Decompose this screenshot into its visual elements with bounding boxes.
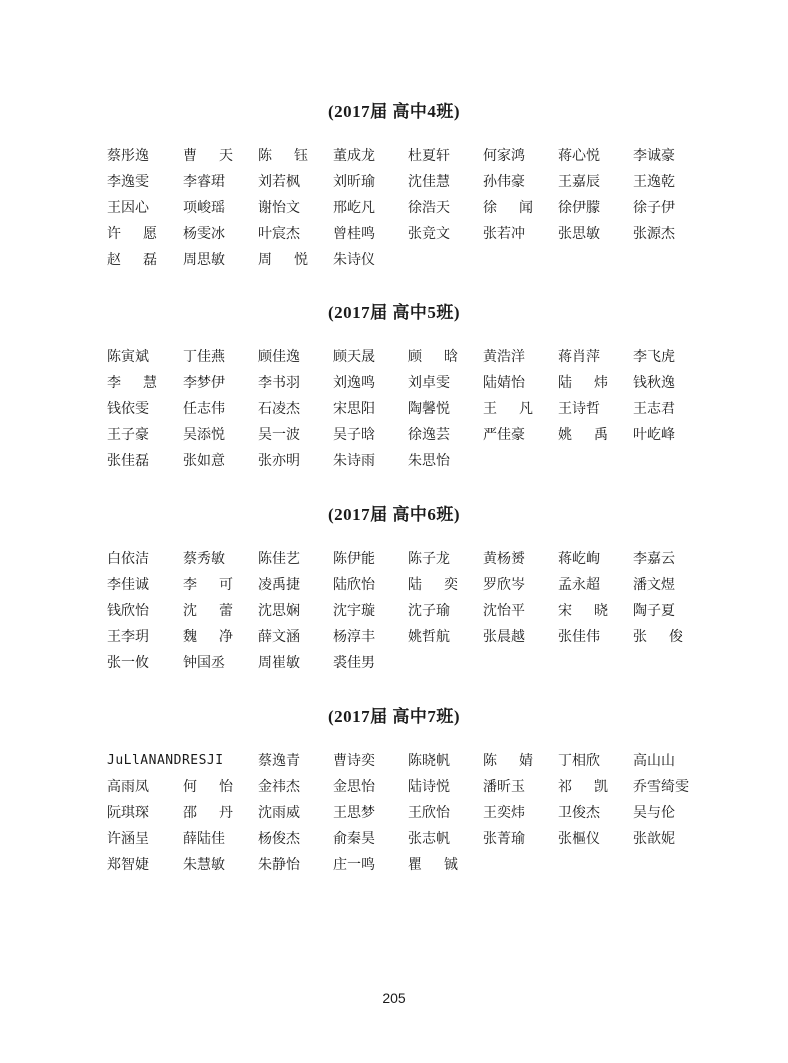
student-name: 刘逸鸣 bbox=[333, 375, 375, 391]
student-name: 陆婧怡 bbox=[483, 375, 525, 391]
name-row bbox=[0, 399, 788, 423]
class-title: (2017届 高中6班) bbox=[327, 505, 461, 524]
student-name: 王思梦 bbox=[333, 805, 375, 821]
student-name: JuLlANANDRESJI bbox=[107, 753, 224, 768]
name-row bbox=[0, 347, 788, 371]
student-name: 张亦明 bbox=[258, 453, 300, 469]
student-name: 刘若枫 bbox=[258, 174, 300, 190]
student-name: 何 怡 bbox=[183, 779, 233, 795]
student-name: 徐逸芸 bbox=[408, 427, 450, 443]
name-row bbox=[0, 549, 788, 573]
student-name: 张 俊 bbox=[633, 629, 683, 645]
student-name: 许涵呈 bbox=[107, 831, 149, 847]
student-name: 王因心 bbox=[107, 200, 149, 216]
student-name: 吴与伦 bbox=[633, 805, 675, 821]
name-row bbox=[0, 425, 788, 449]
student-name: 庄一鸣 bbox=[333, 857, 375, 873]
student-name: 曹诗奕 bbox=[333, 753, 375, 769]
student-name: 姚 禹 bbox=[558, 427, 608, 443]
name-row bbox=[0, 172, 788, 196]
student-name: 魏 净 bbox=[183, 629, 233, 645]
student-name: 王李玥 bbox=[107, 629, 149, 645]
student-name: 吴一波 bbox=[258, 427, 300, 443]
student-name: 徐子伊 bbox=[633, 200, 675, 216]
student-name: 宋 晓 bbox=[558, 603, 608, 619]
page-number: 205 bbox=[382, 990, 406, 1006]
student-name: 朱思怡 bbox=[408, 453, 450, 469]
student-name: 沈雨威 bbox=[258, 805, 300, 821]
student-name: 赵 磊 bbox=[107, 252, 157, 268]
student-name: 陈佳艺 bbox=[258, 551, 300, 567]
name-row bbox=[0, 250, 788, 274]
student-name: 李佳诚 bbox=[107, 577, 149, 593]
student-name: 李逸雯 bbox=[107, 174, 149, 190]
student-name: 郑智婕 bbox=[107, 857, 149, 873]
name-row bbox=[0, 829, 788, 853]
student-name: 蔡秀敏 bbox=[183, 551, 225, 567]
student-name: 项峻瑶 bbox=[183, 200, 225, 216]
student-name: 张志帆 bbox=[408, 831, 450, 847]
student-name: 李书羽 bbox=[258, 375, 300, 391]
student-name: 陆 奕 bbox=[408, 577, 458, 593]
student-name: 张佳磊 bbox=[107, 453, 149, 469]
student-name: 蔡彤逸 bbox=[107, 148, 149, 164]
student-name: 沈怡平 bbox=[483, 603, 525, 619]
student-name: 任志伟 bbox=[183, 401, 225, 417]
student-name: 吴子晗 bbox=[333, 427, 375, 443]
student-name: 周思敏 bbox=[183, 252, 225, 268]
student-name: 李 可 bbox=[183, 577, 233, 593]
name-row bbox=[0, 198, 788, 222]
class-title: (2017届 高中5班) bbox=[327, 303, 461, 322]
student-name: 薛陆佳 bbox=[183, 831, 225, 847]
student-name: 杨雯冰 bbox=[183, 226, 225, 242]
student-name: 俞秦昊 bbox=[333, 831, 375, 847]
student-name: 陶馨悦 bbox=[408, 401, 450, 417]
student-name: 卫俊杰 bbox=[558, 805, 600, 821]
student-name: 潘文煜 bbox=[633, 577, 675, 593]
name-row bbox=[0, 451, 788, 475]
student-name: 王嘉辰 bbox=[558, 174, 600, 190]
student-name: 姚哲航 bbox=[408, 629, 450, 645]
student-name: 张一攸 bbox=[107, 655, 149, 671]
student-name: 沈思娴 bbox=[258, 603, 300, 619]
name-row bbox=[0, 653, 788, 677]
student-name: 蒋心悦 bbox=[558, 148, 600, 164]
student-name: 刘昕瑜 bbox=[333, 174, 375, 190]
student-name: 李嘉云 bbox=[633, 551, 675, 567]
student-name: 邢屹凡 bbox=[333, 200, 375, 216]
name-row bbox=[0, 575, 788, 599]
student-name: 沈子瑜 bbox=[408, 603, 450, 619]
student-name: 许 愿 bbox=[107, 226, 157, 242]
student-name: 杨淳丰 bbox=[333, 629, 375, 645]
student-name: 朱诗仪 bbox=[333, 252, 375, 268]
student-name: 顾 晗 bbox=[408, 349, 458, 365]
student-name: 白依洁 bbox=[107, 551, 149, 567]
student-name: 丁相欣 bbox=[558, 753, 600, 769]
student-name: 高雨凤 bbox=[107, 779, 149, 795]
student-name: 顾佳逸 bbox=[258, 349, 300, 365]
student-name: 陆诗悦 bbox=[408, 779, 450, 795]
student-name: 张如意 bbox=[183, 453, 225, 469]
student-name: 王逸乾 bbox=[633, 174, 675, 190]
name-row bbox=[0, 751, 788, 775]
student-name: 黄浩洋 bbox=[483, 349, 525, 365]
student-name: 王子豪 bbox=[107, 427, 149, 443]
student-name: 陈晓帆 bbox=[408, 753, 450, 769]
student-name: 石凌杰 bbox=[258, 401, 300, 417]
student-name: 王 凡 bbox=[483, 401, 533, 417]
student-name: 潘昕玉 bbox=[483, 779, 525, 795]
name-row bbox=[0, 855, 788, 879]
student-name: 罗欣岑 bbox=[483, 577, 525, 593]
student-name: 孙伟豪 bbox=[483, 174, 525, 190]
student-name: 黄杨赟 bbox=[483, 551, 525, 567]
student-name: 祁 凯 bbox=[558, 779, 608, 795]
student-name: 张晨越 bbox=[483, 629, 525, 645]
student-name: 曾桂鸣 bbox=[333, 226, 375, 242]
student-name: 张若冲 bbox=[483, 226, 525, 242]
student-name: 何家鸿 bbox=[483, 148, 525, 164]
student-name: 陆欣怡 bbox=[333, 577, 375, 593]
student-name: 王奕炜 bbox=[483, 805, 525, 821]
student-name: 钟国丞 bbox=[183, 655, 225, 671]
student-name: 谢怡文 bbox=[258, 200, 300, 216]
student-name: 沈 蕾 bbox=[183, 603, 233, 619]
student-name: 顾天晟 bbox=[333, 349, 375, 365]
student-name: 孟永超 bbox=[558, 577, 600, 593]
student-name: 杜夏轩 bbox=[408, 148, 450, 164]
student-name: 朱诗雨 bbox=[333, 453, 375, 469]
student-name: 朱静怡 bbox=[258, 857, 300, 873]
student-name: 蔡逸青 bbox=[258, 753, 300, 769]
student-name: 陈 婧 bbox=[483, 753, 533, 769]
student-name: 叶屹峰 bbox=[633, 427, 675, 443]
student-name: 沈宇璇 bbox=[333, 603, 375, 619]
student-name: 金祎杰 bbox=[258, 779, 300, 795]
student-name: 朱慧敏 bbox=[183, 857, 225, 873]
student-name: 陶子夏 bbox=[633, 603, 675, 619]
name-row bbox=[0, 777, 788, 801]
student-name: 瞿 铖 bbox=[408, 857, 458, 873]
student-name: 乔雪绮雯 bbox=[633, 779, 689, 795]
student-name: 杨俊杰 bbox=[258, 831, 300, 847]
student-name: 张竞文 bbox=[408, 226, 450, 242]
student-name: 凌禹捷 bbox=[258, 577, 300, 593]
student-name: 薛文涵 bbox=[258, 629, 300, 645]
student-name: 阮琪琛 bbox=[107, 805, 149, 821]
student-name: 钱依雯 bbox=[107, 401, 149, 417]
student-name: 钱秋逸 bbox=[633, 375, 675, 391]
class-title: (2017届 高中7班) bbox=[327, 707, 461, 726]
student-name: 陈寅斌 bbox=[107, 349, 149, 365]
student-name: 王诗哲 bbox=[558, 401, 600, 417]
student-name: 沈佳慧 bbox=[408, 174, 450, 190]
student-name: 李睿珺 bbox=[183, 174, 225, 190]
student-name: 李梦伊 bbox=[183, 375, 225, 391]
student-name: 宋思阳 bbox=[333, 401, 375, 417]
student-name: 徐伊朦 bbox=[558, 200, 600, 216]
student-name: 王欣怡 bbox=[408, 805, 450, 821]
student-name: 徐浩天 bbox=[408, 200, 450, 216]
student-name: 钱欣怡 bbox=[107, 603, 149, 619]
student-name: 张菁瑜 bbox=[483, 831, 525, 847]
name-row bbox=[0, 627, 788, 651]
name-row bbox=[0, 803, 788, 827]
student-name: 周 悦 bbox=[258, 252, 308, 268]
student-name: 王志君 bbox=[633, 401, 675, 417]
student-name: 陈伊能 bbox=[333, 551, 375, 567]
student-name: 张源杰 bbox=[633, 226, 675, 242]
student-name: 陈子龙 bbox=[408, 551, 450, 567]
name-row bbox=[0, 224, 788, 248]
name-row bbox=[0, 601, 788, 625]
student-name: 张思敏 bbox=[558, 226, 600, 242]
student-name: 张樞仪 bbox=[558, 831, 600, 847]
student-name: 李飞虎 bbox=[633, 349, 675, 365]
student-name: 高山山 bbox=[633, 753, 675, 769]
student-name: 丁佳燕 bbox=[183, 349, 225, 365]
student-name: 李诚豪 bbox=[633, 148, 675, 164]
student-name: 金思怡 bbox=[333, 779, 375, 795]
student-name: 周崔敏 bbox=[258, 655, 300, 671]
student-name: 董成龙 bbox=[333, 148, 375, 164]
name-row bbox=[0, 146, 788, 170]
student-name: 蒋肖萍 bbox=[558, 349, 600, 365]
student-name: 邵 丹 bbox=[183, 805, 233, 821]
class-title: (2017届 高中4班) bbox=[327, 102, 461, 121]
name-row bbox=[0, 373, 788, 397]
student-name: 蒋屹峋 bbox=[558, 551, 600, 567]
student-name: 严佳豪 bbox=[483, 427, 525, 443]
student-name: 吴添悦 bbox=[183, 427, 225, 443]
student-name: 张佳伟 bbox=[558, 629, 600, 645]
student-name: 李 慧 bbox=[107, 375, 157, 391]
student-name: 陆 炜 bbox=[558, 375, 608, 391]
student-name: 叶宸杰 bbox=[258, 226, 300, 242]
student-name: 刘卓雯 bbox=[408, 375, 450, 391]
student-name: 裘佳男 bbox=[333, 655, 375, 671]
student-name: 徐 闻 bbox=[483, 200, 533, 216]
student-name: 陈 钰 bbox=[258, 148, 308, 164]
student-name: 张歆妮 bbox=[633, 831, 675, 847]
student-name: 曹 天 bbox=[183, 148, 233, 164]
